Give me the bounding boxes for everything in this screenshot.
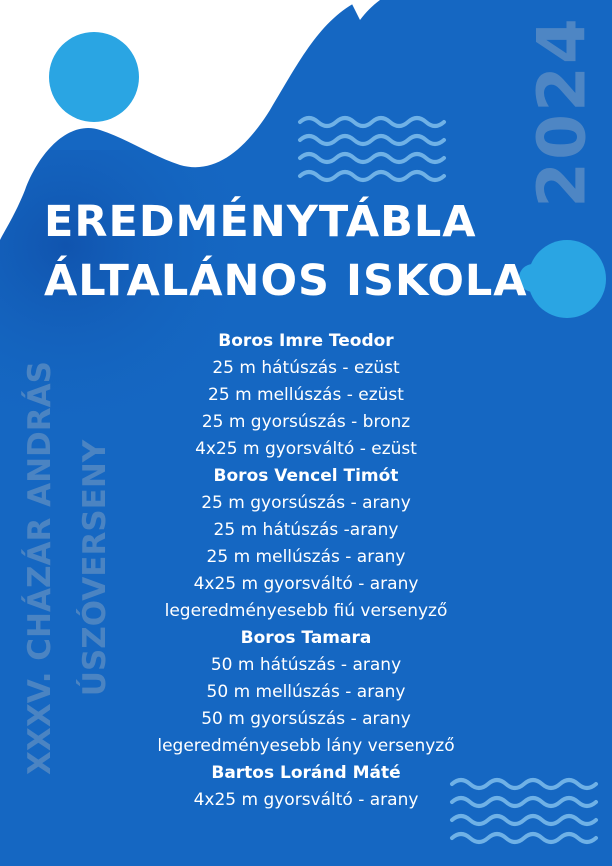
result-line: 25 m gyorsúszás - bronz bbox=[201, 412, 411, 432]
page-title-line1: EREDMÉNYTÁBLA bbox=[44, 197, 477, 247]
result-line: 25 m hátúszás -arany bbox=[213, 520, 399, 540]
result-line: 25 m mellúszás - ezüst bbox=[208, 385, 404, 405]
competitor-name: Boros Vencel Timót bbox=[213, 466, 399, 486]
result-line: legeredményesebb fiú versenyző bbox=[164, 601, 448, 621]
result-line: 25 m gyorsúszás - arany bbox=[201, 493, 411, 513]
result-line: 4x25 m gyorsváltó - arany bbox=[193, 790, 419, 810]
result-line: 50 m hátúszás - arany bbox=[210, 655, 402, 675]
competitor-name: Boros Tamara bbox=[240, 628, 372, 648]
competitor-name: Boros Imre Teodor bbox=[218, 331, 394, 351]
result-line: 4x25 m gyorsváltó - arany bbox=[193, 574, 419, 594]
side-title-line1: XXXV. CHÁZÁR ANDRÁS bbox=[22, 361, 58, 775]
side-title-line2: ÚSZÓVERSENY bbox=[77, 439, 113, 697]
page-title-line2: ÁLTALÁNOS ISKOLA bbox=[44, 256, 528, 306]
results-list bbox=[140, 328, 472, 814]
result-line: 50 m mellúszás - arany bbox=[206, 682, 406, 702]
result-line: 25 m mellúszás - arany bbox=[206, 547, 406, 567]
year-label: 2024 bbox=[523, 16, 601, 208]
result-line: 4x25 m gyorsváltó - ezüst bbox=[195, 439, 417, 459]
large-circle-top bbox=[49, 32, 139, 122]
result-line: 50 m gyorsúszás - arany bbox=[201, 709, 411, 729]
result-line: 25 m hátúszás - ezüst bbox=[212, 358, 400, 378]
result-line: legeredményesebb lány versenyző bbox=[157, 736, 455, 756]
competitor-name: Bartos Loránd Máté bbox=[211, 763, 401, 783]
